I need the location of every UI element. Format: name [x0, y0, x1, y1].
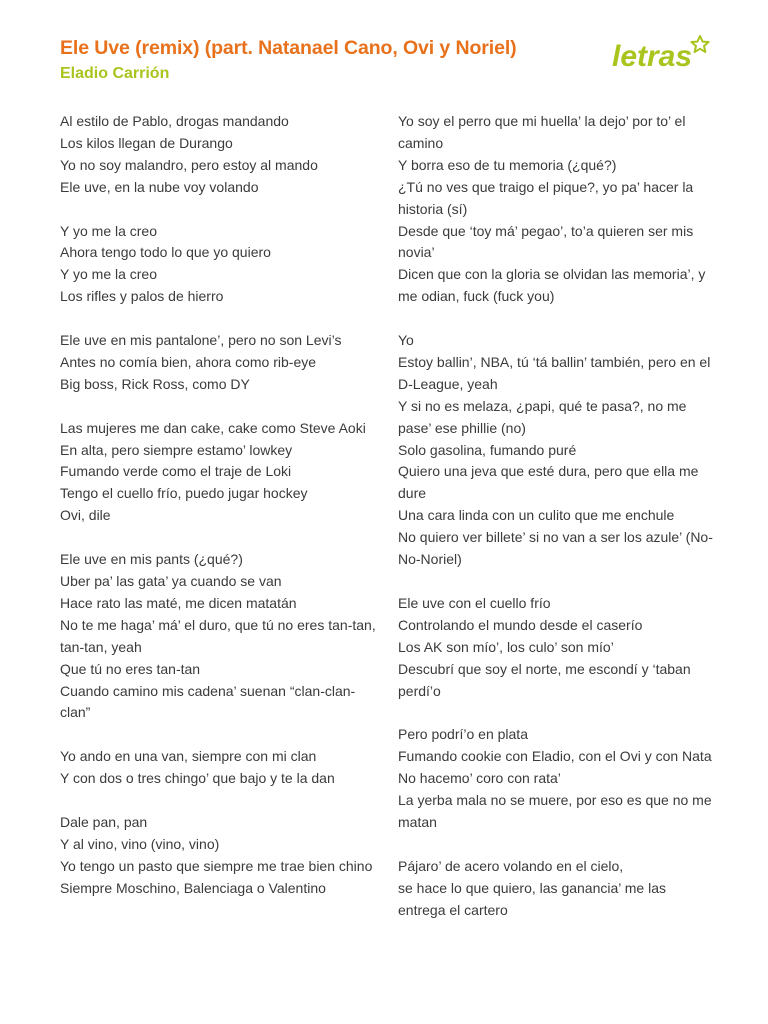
song-title: Ele Uve (remix) (part. Natanael Cano, Ovi y Noriel)	[60, 37, 517, 59]
lyric-line: Dale pan, pan	[60, 813, 148, 830]
lyric-line: Yo tengo un pasto que siempre me trae bien chino	[60, 857, 373, 874]
lyric-stanza	[60, 221, 378, 309]
lyric-line: Uber pa’ las gata’ ya cuando se van	[60, 572, 282, 589]
lyric-stanza	[398, 111, 716, 308]
lyric-line: Al estilo de Pablo, drogas mandando	[60, 113, 289, 129]
lyrics-column-right	[398, 111, 716, 943]
lyric-line: Solo gasolina, fumando puré	[398, 441, 577, 458]
lyric-line: No hacemo’ coro con rata’	[398, 770, 561, 787]
lyric-stanza	[398, 593, 716, 703]
lyric-line: Quiero una jeva que esté dura, pero que ella me dure	[398, 463, 699, 502]
lyric-line: Ovi, dile	[60, 507, 111, 524]
lyric-stanza	[398, 856, 716, 922]
lyric-line: Tengo el cuello frío, puedo jugar hockey	[60, 485, 308, 502]
lyric-line: Ahora tengo todo lo que yo quiero	[60, 244, 271, 261]
logo-wordmark: letras	[612, 40, 693, 73]
lyric-stanza	[398, 330, 716, 571]
lyric-line: Los rifles y palos de hierro	[60, 288, 224, 305]
lyric-stanza	[60, 111, 378, 199]
lyric-line: No te me haga’ má’ el duro, que tú no eres tan-tan, tan-tan, yeah	[60, 616, 376, 655]
artist-name: Eladio Carrión	[60, 65, 170, 82]
lyric-line: Cuando camino mis cadena’ suenan “clan-clan-clan”	[60, 682, 356, 721]
lyric-line: Yo soy el perro que mi huella’ la dejo’ por to’ el camino	[398, 113, 686, 151]
lyric-stanza	[60, 746, 378, 790]
lyric-line: Descubrí que soy el norte, me escondí y ‘taban perdí’o	[398, 660, 691, 699]
lyric-line: Que tú no eres tan-tan	[60, 660, 201, 677]
lyric-line: Y borra eso de tu memoria (¿qué?)	[398, 156, 617, 173]
lyric-line: Los kilos llegan de Durango	[60, 134, 233, 151]
lyric-line: Y con dos o tres chingo’ que bajo y te la dan	[60, 770, 335, 787]
lyric-line: Hace rato las maté, me dicen matatán	[60, 594, 297, 611]
lyric-line: Y si no es melaza, ¿papi, qué te pasa?, no me pase’ ese phillie (no)	[398, 397, 687, 436]
lyric-line: Ele uve en mis pants (¿qué?)	[60, 551, 243, 568]
lyric-line: ¿Tú no ves que traigo el pique?, yo pa’ hacer la historia (sí)	[398, 178, 694, 217]
lyric-line: La yerba mala no se muere, por eso es que no me matan	[398, 792, 712, 830]
lyric-line: Antes no comía bien, ahora como rib-eye	[60, 353, 317, 370]
lyrics-column-left	[60, 111, 378, 921]
lyric-line: Big boss, Rick Ross, como DY	[60, 375, 250, 392]
lyric-line: Los AK son mío’, los culo’ son mío’	[398, 638, 614, 655]
lyric-line: Y yo me la creo	[60, 266, 158, 283]
letras-logo[interactable]	[608, 28, 718, 78]
lyric-line: se hace lo que quiero, las ganancia’ me las entrega el cartero	[398, 879, 666, 918]
lyric-line: Controlando el mundo desde el caserío	[398, 616, 643, 633]
lyric-line: Ele uve, en la nube voy volando	[60, 178, 259, 195]
lyric-stanza	[398, 724, 716, 834]
lyric-line: Ele uve en mis pantalone’, pero no son Levi’s	[60, 332, 342, 349]
lyric-line: No quiero ver billete’ si no van a ser los azule’ (No-No-Noriel)	[398, 529, 713, 568]
lyric-line: Desde que ‘toy má’ pegao’, to’a quieren ser mis novia’	[398, 222, 694, 261]
lyric-line: Las mujeres me dan cake, cake como Steve Aoki	[60, 419, 366, 436]
lyric-stanza	[60, 330, 378, 396]
lyric-line: Y al vino, vino (vino, vino)	[60, 835, 220, 852]
lyric-line: Pájaro’ de acero volando en el cielo,	[398, 857, 624, 874]
star-icon	[691, 36, 708, 52]
lyric-stanza	[60, 549, 378, 724]
song-header	[60, 36, 620, 84]
lyric-line: Fumando cookie con Eladio, con el Ovi y con Nata	[398, 748, 712, 765]
lyric-line: Ele uve con el cuello frío	[398, 594, 551, 611]
lyric-line: Una cara linda con un culito que me enchule	[398, 507, 675, 524]
lyric-stanza	[60, 418, 378, 528]
lyric-line: Yo ando en una van, siempre con mi clan	[60, 748, 317, 765]
lyric-line: En alta, pero siempre estamo’ lowkey	[60, 441, 293, 458]
lyric-line: Siempre Moschino, Balenciaga o Valentino	[60, 879, 326, 896]
lyric-line: Y yo me la creo	[60, 222, 158, 239]
lyric-line: Yo no soy malandro, pero estoy al mando	[60, 156, 318, 173]
lyric-stanza	[60, 812, 378, 900]
logo-graphic	[608, 28, 718, 78]
lyric-line: Estoy ballin’, NBA, tú ‘tá ballin’ también, pero en el D-League, yeah	[398, 353, 711, 392]
lyric-line: Pero podrí’o en plata	[398, 726, 528, 743]
lyric-line: Yo	[398, 332, 414, 349]
lyric-line: Dicen que con la gloria se olvidan las memoria’, y me odian, fuck (fuck you)	[398, 266, 706, 305]
lyric-line: Fumando verde como el traje de Loki	[60, 463, 292, 480]
